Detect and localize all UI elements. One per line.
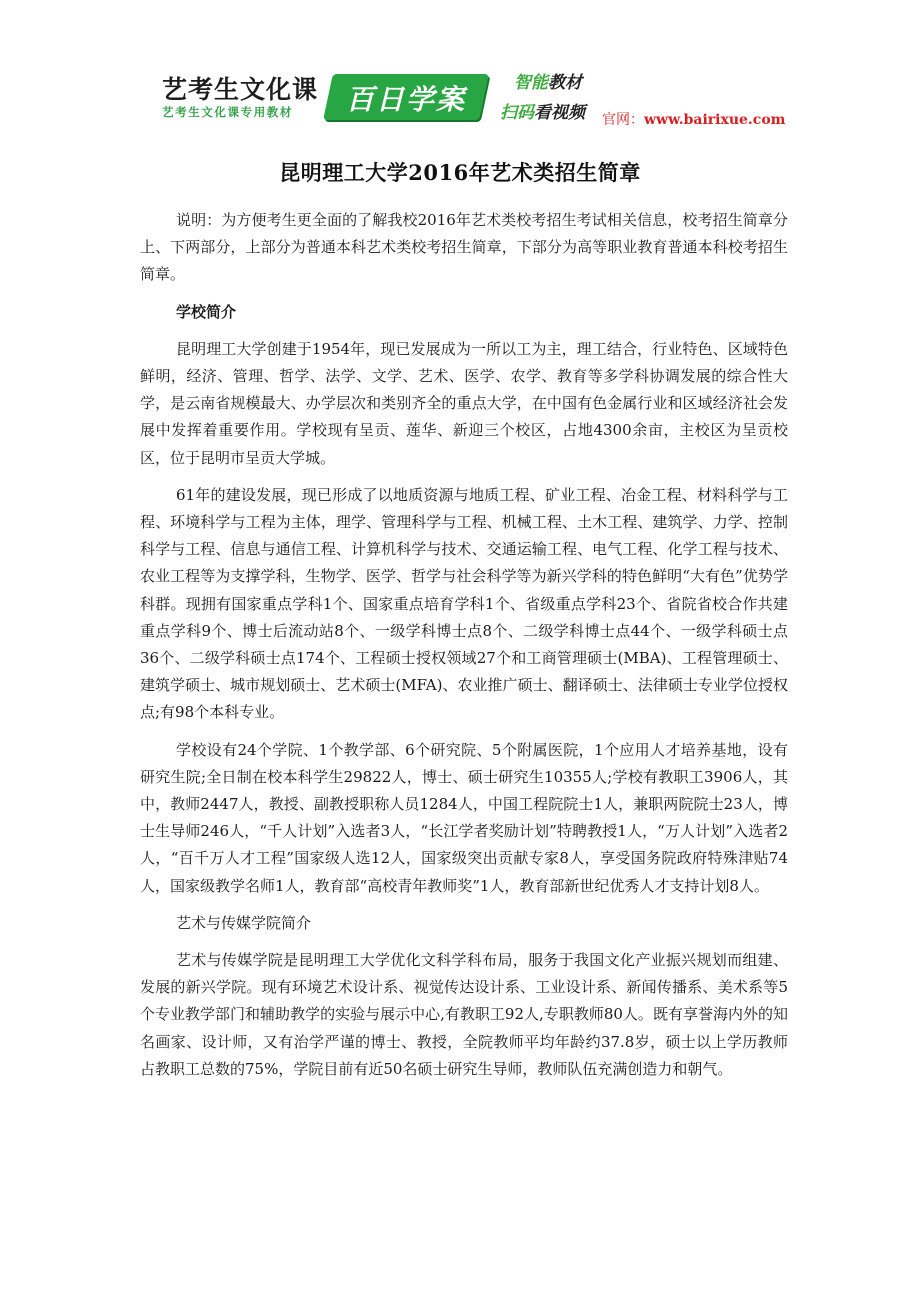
paragraph-arts-college: 艺术与传媒学院是昆明理工大学优化文科学科布局，服务于我国文化产业振兴规划而组建、发展的新兴学院。现有环境艺术设计系、视觉传达设计系、工业设计系、新闻传播系、美术系等5个专业教学部门和辅助教学的实验与展示中心,有教职工92人,专职教师80人。既有享誉海内外的知名画家、设计师，又有治学严谨的博士、教授，全院教师平均年龄约37.8岁，硕士以上学历教师占教职工总数的75%，学院目前有近50名硕士研究生导师，教师队伍充满创造力和朝气。 xyxy=(140,951,788,1078)
official-site-label: 官网： xyxy=(602,112,644,128)
brand-subtitle: 艺考生文化课专用教材 xyxy=(162,105,293,119)
brand-title: 艺考生文化课 xyxy=(162,75,319,104)
document-body xyxy=(140,207,788,1093)
feature-1-text: 教材 xyxy=(548,73,582,93)
badge-text: 百日学案 xyxy=(345,83,466,116)
document-title: 昆明理工大学2016年艺术类招生简章 xyxy=(279,160,641,185)
feature-1-highlight: 智能 xyxy=(514,73,548,93)
intro-paragraph: 说明：为方便考生更全面的了解我校2016年艺术类校考招生考试相关信息，校考招生简章分上、下两部分，上部分为普通本科艺术类校考招生简章，下部分为高等职业教育普通本科校考招生简章。 xyxy=(140,211,788,284)
paragraph-disciplines: 61年的建设发展，现已形成了以地质资源与地质工程、矿业工程、冶金工程、材料科学与工程、环境科学与工程为主体，理学、管理科学与工程、机械工程、土木工程、建筑学、力学、控制科学与工程、信息与通信工程、计算机科学与技术、交通运输工程、电气工程、化学工程与技术、农业工程等为支撑学科，生物学、医学、哲学与社会科学等为新兴学科的特色鲜明“大有色”优势学科群。现拥有国家重点学科1个、国家重点培育学科1个、省级重点学科23个、省院省校合作共建重点学科9个、博士后流动站8个、一级学科博士点8个、二级学科博士点44个、一级学科硕士点36个、二级学科硕士点174个、工程硕士授权领域27个和工商管理硕士(MBA)、工程管理硕士、建筑学硕士、城市规划硕士、艺术硕士(MFA)、农业推广硕士、翻译硕士、法律硕士专业学位授权点;有98个本科专业。 xyxy=(140,485,788,722)
official-site xyxy=(602,109,785,129)
section-heading-school: 学校简介 xyxy=(176,302,237,321)
feature-scan-video xyxy=(500,98,585,123)
feature-smart-textbook xyxy=(514,68,582,93)
paragraph-school-overview: 昆明理工大学创建于1954年，现已发展成为一所以工为主，理工结合，行业特色、区域特色鲜明，经济、管理、哲学、法学、文学、艺术、医学、农学、教育等多学科协调发展的综合性大学，是云南省规模最大、办学层次和类别齐全的重点大学，在中国有色金属行业和区域经济社会发展中发挥着重要作用。学校现有呈贡、莲华、新迎三个校区，占地4300余亩，主校区为呈贡校区，位于昆明市呈贡大学城。 xyxy=(140,339,788,467)
header-banner xyxy=(160,66,786,128)
feature-2-text: 看视频 xyxy=(534,103,585,123)
brand-logo xyxy=(160,66,332,126)
paragraph-faculty: 学校设有24个学院、1个教学部、6个研究院、5个附属医院，1个应用人才培养基地，设有研究生院;全日制在校本科学生29822人，博士、硕士研究生10355人;学校有教职工3906人，其中，教师2447人，教授、副教授职称人员1284人，中国工程院院士1人，兼职两院院士23人，博士生导师246人，“千人计划”入选者3人，“长江学者奖励计划”特聘教授1人，“万人计划”入选者2人，“百千万人才工程”国家级人选12人，国家级突出贡献专家8人，享受国务院政府特殊津贴74人，国家级教学名师1人，教育部“高校青年教师奖”1人，教育部新世纪优秀人才支持计划8人。 xyxy=(140,740,788,895)
section-heading-arts-college: 艺术与传媒学院简介 xyxy=(176,913,312,932)
official-site-link[interactable]: www.bairixue.com xyxy=(644,112,786,128)
feature-2-highlight: 扫码 xyxy=(500,103,534,123)
